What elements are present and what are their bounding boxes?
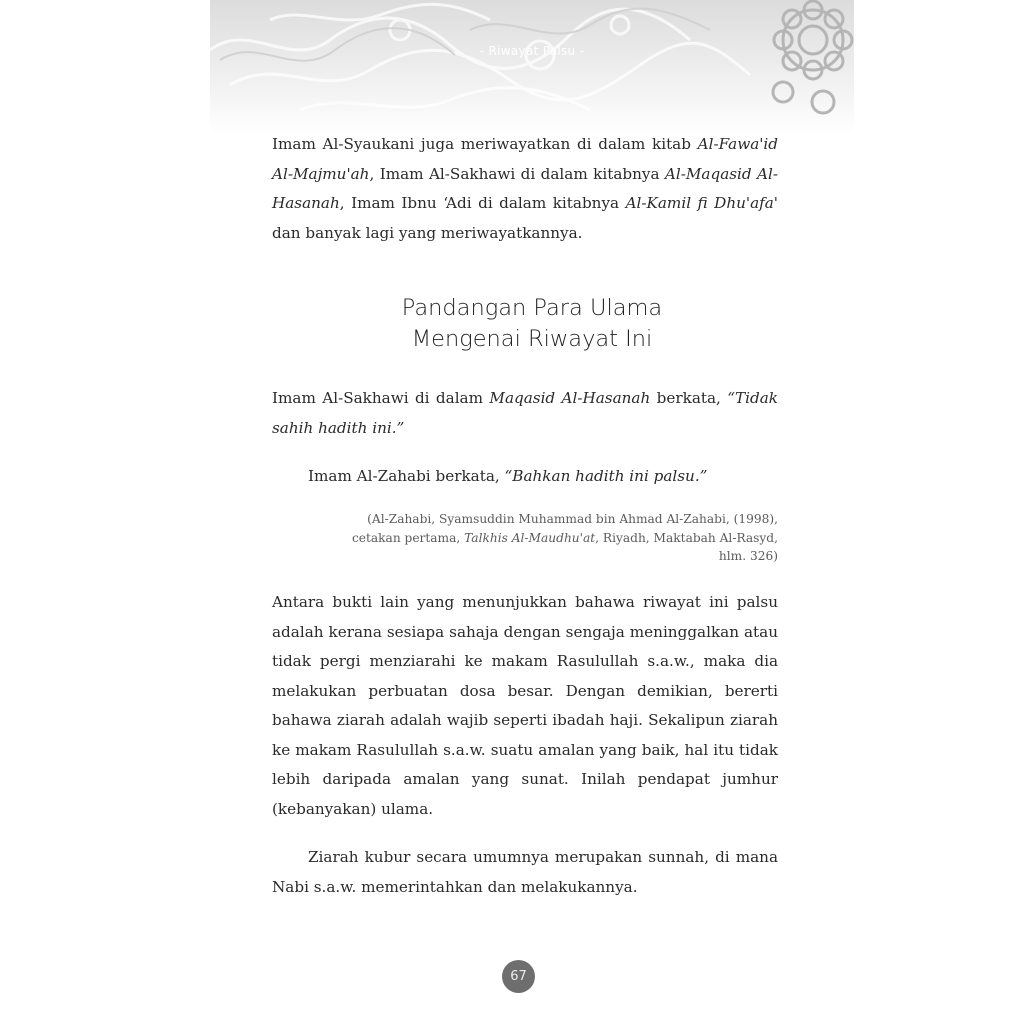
- paragraph-text: , Imam Ibnu ‘Adi di dalam kitabnya: [339, 194, 626, 212]
- section-heading-line-2: Mengenai Riwayat Ini: [411, 326, 653, 352]
- section-heading-line-1: Pandangan Para Ulama: [401, 295, 663, 321]
- paragraph-text: dan banyak lagi yang meriwayatkannya.: [272, 223, 583, 242]
- paragraph-text: Imam Al-Zahabi berkata,: [308, 467, 505, 485]
- book-title-italic: Al-Kamil fi Dhu'afa': [625, 194, 778, 212]
- reference-citation: [330, 510, 778, 566]
- paragraph-text: , Imam Al-Sakhawi di dalam kitabnya: [369, 164, 665, 183]
- paragraph-text: Imam Al-Sakhawi di dalam: [272, 389, 490, 407]
- paragraph-zahabi-quote: [308, 462, 778, 492]
- paragraph-hadith-narrators: [272, 130, 778, 248]
- paragraph-text: berkata,: [650, 389, 728, 407]
- citation-book-title: Talkhis Al-Maudhu'at: [464, 530, 596, 545]
- arabesque-pattern-icon: [210, 0, 854, 135]
- running-header-title: - Riwayat Palsu -: [479, 44, 585, 58]
- page-number-badge: 67: [502, 960, 535, 993]
- book-title-italic: Al-Fawa'id Al-Majmu'ah: [272, 135, 778, 183]
- paragraph-evidence: Antara bukti lain yang menunjukkan bahawa riwayat ini palsu adalah kerana sesiapa sahaja dengan sengaja meninggalkan atau tidak pergi menziarahi ke makam Rasulullah s.a.w., maka dia melakukan perbuatan dosa besar. Dengan demikian, bererti bahawa ziarah adalah wajib seperti ibadah haji. Sekalipun ziarah ke makam Rasulullah s.a.w. suatu amalan yang baik, hal itu tidak lebih daripada amalan yang sunat. Inilah pendapat jumhur (kebanyakan) ulama.: [272, 593, 778, 818]
- paragraph-sakhawi-quote: [272, 384, 778, 443]
- citation-text: , Riyadh, Maktabah Al-Rasyd, hlm. 326): [595, 530, 778, 563]
- paragraph-text: Imam Al-Syaukani juga meriwayatkan di dalam kitab: [272, 135, 698, 153]
- book-title-italic: Maqasid Al-Hasanah: [489, 389, 651, 407]
- paragraph-text: Ziarah kubur secara umumnya merupakan sunnah, di mana Nabi s.a.w. memerintahkan dan melakukannya.: [272, 848, 778, 896]
- book-page: [210, 0, 854, 1024]
- section-heading: [210, 293, 854, 355]
- quote-italic: “Bahkan hadith ini palsu.”: [504, 467, 708, 485]
- book-title-italic: Al-Maqasid Al-Hasanah: [272, 164, 778, 212]
- paragraph-ziarah-kubur: [272, 843, 778, 902]
- citation-text: (Al-Zahabi, Syamsuddin Muhammad bin Ahmad Al-Zahabi, (1998), cetakan pertama,: [351, 512, 778, 545]
- quote-italic: “Tidak sahih hadith ini.”: [272, 389, 778, 437]
- calligraphy-header-ornament: [210, 0, 854, 135]
